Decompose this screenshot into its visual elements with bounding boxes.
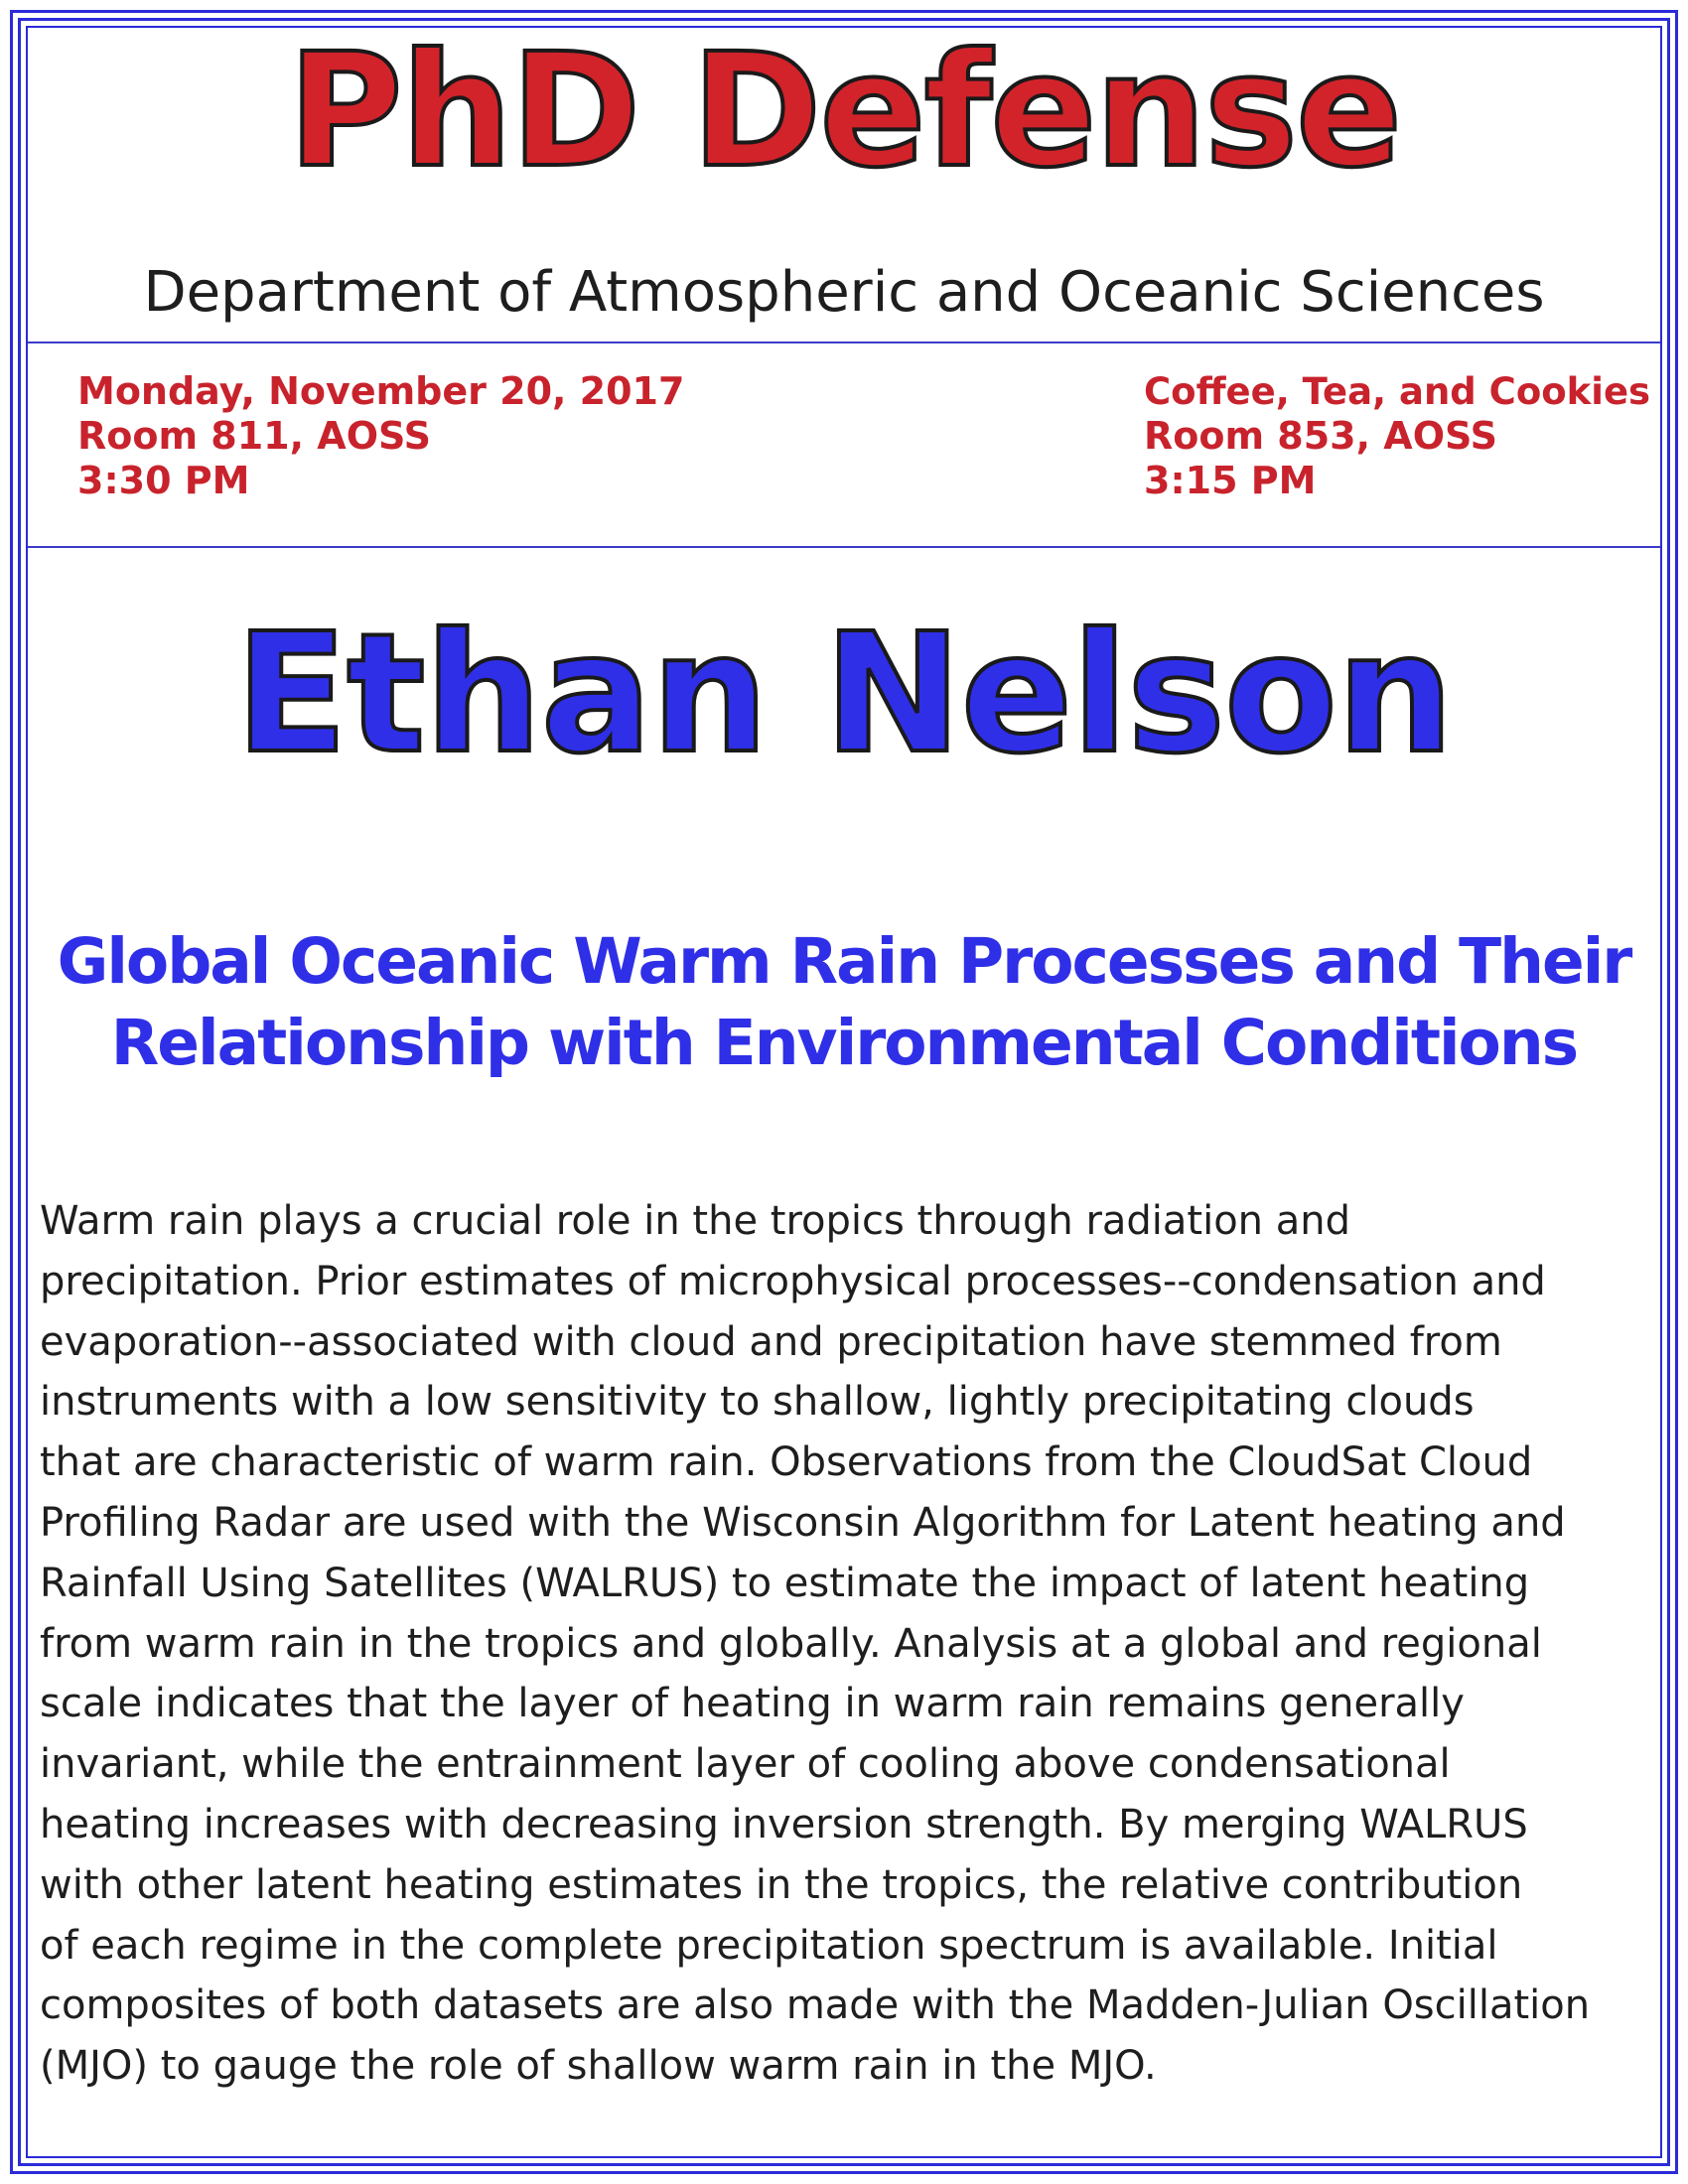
talk-title-line: Global Oceanic Warm Rain Processes and Their [57, 925, 1631, 998]
defense-details [77, 369, 792, 503]
speaker-name: Ethan Nelson [234, 599, 1454, 790]
talk-title [40, 921, 1648, 1084]
defense-time: 3:30 PM [77, 459, 250, 502]
abstract-line: scale indicates that the layer of heating in warm rain remains generally [40, 1681, 1465, 1727]
abstract-line: with other latent heating estimates in the tropics, the relative contribution [40, 1861, 1523, 1908]
defense-room: Room 811, AOSS [77, 414, 432, 458]
abstract-line: instruments with a low sensitivity to shallow, lightly precipitating clouds [40, 1379, 1475, 1426]
abstract-line: invariant, while the entrainment layer of cooling above condensational [40, 1741, 1451, 1788]
abstract-line: evaporation--associated with cloud and precipitation have stemmed from [40, 1318, 1502, 1365]
abstract-line: from warm rain in the tropics and globally. Analysis at a global and regional [40, 1620, 1542, 1667]
abstract-line: Warm rain plays a crucial role in the tropics through radiation and [40, 1198, 1350, 1244]
abstract-line: heating increases with decreasing inversion strength. By merging WALRUS [40, 1801, 1528, 1847]
abstract-line: (MJO) to gauge the role of shallow warm rain in the MJO. [40, 2043, 1157, 2090]
reception-details [1144, 369, 1660, 503]
talk-title-line: Relationship with Environmental Conditions [110, 1007, 1578, 1079]
reception-refreshments: Coffee, Tea, and Cookies [1144, 370, 1651, 413]
abstract-line: precipitation. Prior estimates of microphysical processes--condensation and [40, 1258, 1546, 1304]
reception-time: 3:15 PM [1144, 459, 1317, 502]
abstract-line: Profiling Radar are used with the Wisconsin Algorithm for Latent heating and [40, 1499, 1566, 1546]
top-divider [28, 341, 1660, 343]
bottom-divider [28, 546, 1660, 548]
poster-title: PhD Defense [287, 20, 1401, 203]
abstract-line: of each regime in the complete precipitation spectrum is available. Initial [40, 1922, 1498, 1969]
department-name: Department of Atmospheric and Oceanic Sciences [143, 260, 1545, 325]
reception-room: Room 853, AOSS [1144, 414, 1498, 458]
abstract-line: composites of both datasets are also made with the Madden-Julian Oscillation [40, 1982, 1591, 2029]
defense-date: Monday, November 20, 2017 [77, 369, 685, 413]
abstract-line: Rainfall Using Satellites (WALRUS) to estimate the impact of latent heating [40, 1560, 1530, 1606]
abstract [40, 1191, 1658, 2097]
abstract-line: that are characteristic of warm rain. Observations from the CloudSat Cloud [40, 1439, 1533, 1486]
